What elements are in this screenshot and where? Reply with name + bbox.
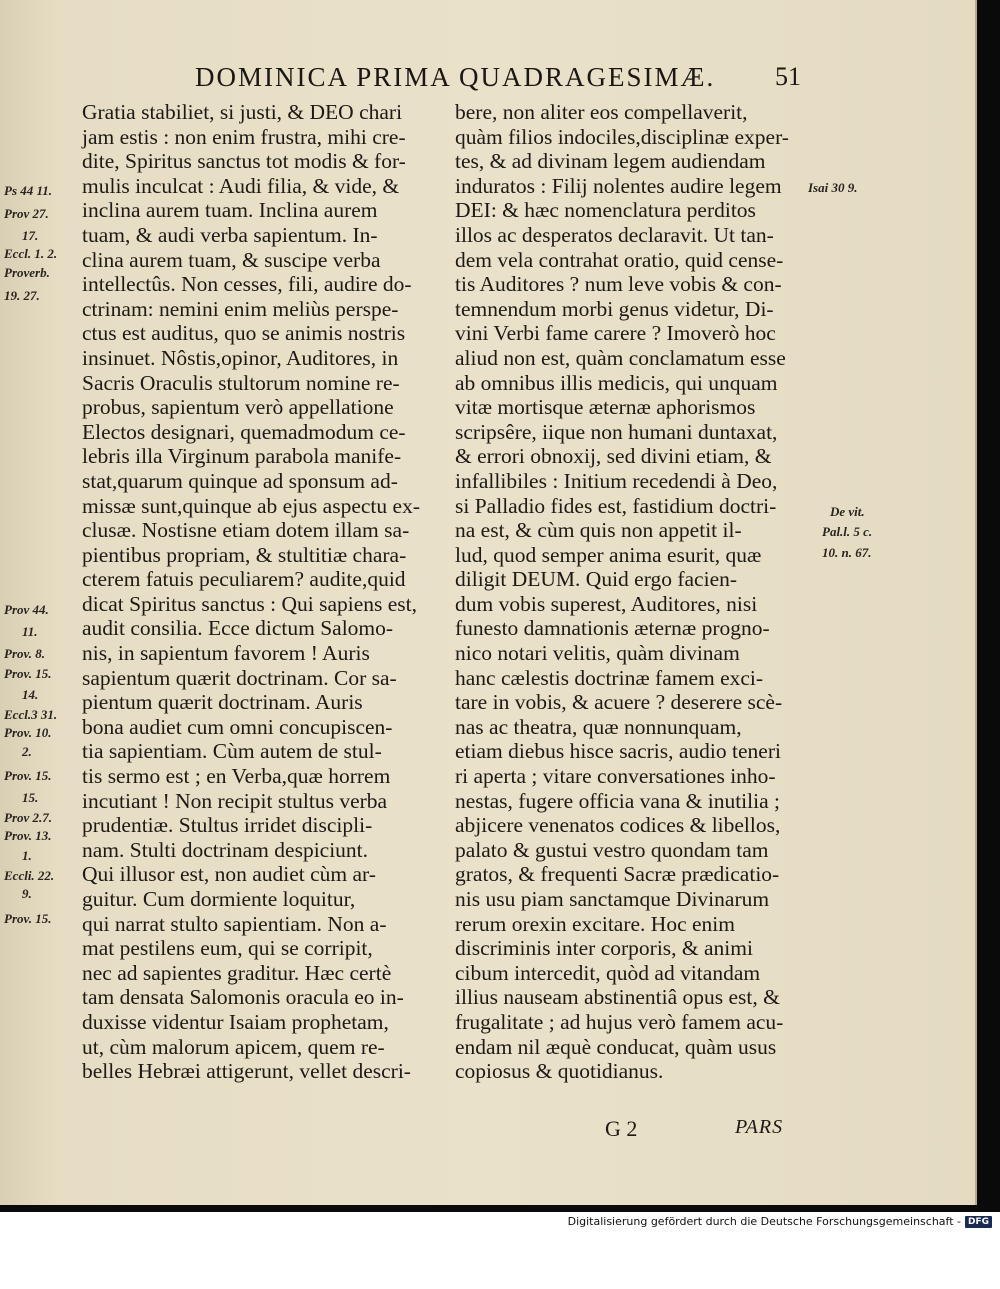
text-line: ctrinam: nemini enim meliùs perspe- [82,296,399,321]
margin-citation: Prov 27. [4,206,49,221]
margin-citation: Proverb. [4,265,50,280]
text-line: guitur. Cum dormiente loquitur, [82,887,356,911]
text-line: nico notari velitis, quàm divinam [455,641,740,666]
text-line: DEI: & hæc nomenclatura perditos [455,198,756,223]
running-title: DOMINICA PRIMA QUADRAGESIMÆ. [195,62,716,92]
margin-citation: Ps 44 11. [4,183,53,198]
text-line: tis Auditores ? num leve vobis & con- [455,272,782,297]
text-line: dum vobis superest, Auditores, nisi [455,591,758,616]
text-line: probus, sapientum verò appellatione [82,395,394,420]
margin-citation: 1. [22,848,32,863]
text-line: discriminis inter corporis, & animi [455,936,753,961]
margin-citation: Prov. 13. [4,828,52,843]
text-line: audit consilia. Ecce dictum Salomo- [82,616,394,641]
text-line: clina aurem tuam, & suscipe verba [82,247,381,272]
text-line: temnendum morbi genus videtur, Di- [455,296,774,321]
text-line: endam nil æquè conducat, quàm usus [455,1034,777,1059]
text-line: ctus est auditus, quo se animis nostris [82,321,406,346]
text-line: cibum intercedit, quòd ad vitandam [455,960,761,985]
margin-citation: 15. [22,790,39,805]
text-line: pientum quærit doctrinam. Auris [82,690,363,715]
margin-citation: Isai 30 9. [808,180,858,195]
margin-citation: 10. n. 67. [822,545,872,560]
text-line: qui narrat stulto sapientiam. Non a- [82,911,387,936]
text-line: ri aperta ; vitare conversationes inho- [455,764,776,789]
text-line: tuam, & audi verba sapientum. In- [82,222,378,247]
text-line: hanc cælestis doctrinæ famem exci- [455,665,764,690]
text-line: dite, Spiritus sanctus tot modis & for- [82,149,406,174]
margin-citation: 17. [22,228,39,243]
text-line: diligit DEUM. Quid ergo facien- [455,567,738,592]
text-line: tes, & ad divinam legem audiendam [455,149,766,174]
margin-citation: De vit. [830,504,865,519]
text-line: nestas, fugere officia vana & inutilia ; [455,788,780,813]
text-line: stat,quarum quinque ad sponsum ad- [82,468,398,493]
text-line: si Palladio fides est, fastidium doctri- [455,493,777,518]
margin-citation: 2. [22,744,32,759]
text-line: frugalitate ; ad hujus verò famem acu- [455,1009,784,1034]
text-line: prudentiæ. Stultus irridet discipli- [82,813,373,838]
text-line: rerum orexin excitare. Hoc enim [455,911,735,936]
text-line: tia sapientiam. Cùm autem de stul- [82,739,382,764]
text-line: bere, non aliter eos compellaverit, [455,100,748,124]
text-line: palato & gustui vestro quondam tam [455,837,769,862]
text-line: infallibiles : Initium recedendi à Deo, [455,468,778,493]
text-line: induratos : Filij nolentes audire legem [455,173,782,198]
text-line: ut, cùm malorum apicem, quem re- [82,1034,385,1059]
margin-citation: Eccl.3 31. [4,707,58,722]
text-line: lebris illa Virginum parabola manife- [82,444,402,469]
margin-citation: Prov. 15. [4,911,52,926]
text-line: vitæ mortisque æternæ aphorismos [455,395,756,420]
margin-citation: Prov. 15. [4,768,52,783]
text-line: missæ sunt,quinque ab ejus aspectu ex- [82,493,420,518]
text-line: sapientum quærit doctrinam. Cor sa- [82,665,397,690]
margin-citation: Prov 2.7. [4,810,53,825]
text-line: aliud non est, quàm conclamatum esse [455,345,786,370]
margin-citation: Pal.l. 5 c. [822,524,873,539]
text-line: mulis inculcat : Audi filia, & vide, & [82,173,400,198]
text-line: pientibus propriam, & stultitiæ chara- [82,542,407,567]
margin-citation: Prov 44. [4,602,49,617]
text-line: nam. Stulti doctrinam despiciunt. [82,837,369,862]
text-line: funesto damnationis æternæ progno- [455,616,770,641]
text-line: nis, in sapientum favorem ! Auris [82,641,370,666]
left-text-column [82,100,432,1084]
margin-citation: 11. [22,624,38,639]
text-line: Sacris Oraculis stultorum nomine re- [82,370,400,395]
margin-citation: Prov. 15. [4,666,52,681]
margin-citation: Eccl. 1. 2. [4,246,58,261]
text-line: nis usu piam sanctamque Divinarum [455,887,770,911]
text-line: nas ac theatra, quæ nonnunquam, [455,714,742,739]
text-line: quàm filios indociles,disciplinæ exper- [455,124,789,149]
margin-citation: 19. 27. [4,288,40,303]
text-line: inclina aurem tuam. Inclina aurem [82,198,378,223]
text-line: belles Hebræi attigerunt, vellet descri- [82,1059,411,1084]
margin-citation: 9. [22,886,32,901]
text-line: bona audiet cum omni concupiscen- [82,714,393,739]
text-line: dicat Spiritus sanctus : Qui sapiens est, [82,591,418,616]
funding-footer [568,1215,992,1228]
text-line: na est, & cùm quis non appetit il- [455,518,742,543]
margin-citation: Eccli. 22. [4,868,55,883]
text-line: etiam diebus hisce sacris, audio teneri [455,739,781,764]
text-line: incutiant ! Non recipit stultus verba [82,788,388,813]
margin-citation: Prov. 10. [4,725,52,740]
text-line: cterem fatuis peculiarem? audite,quid [82,567,406,592]
signature-mark: G 2 [605,1116,638,1141]
catchword: PARS [735,1116,784,1138]
margin-citation: Prov. 8. [4,646,46,661]
text-line: illos ac desperatos declaravit. Ut tan- [455,222,774,247]
text-line: ab omnibus illis medicis, qui unquam [455,370,778,395]
footer-text: Digitalisierung gefördert durch die Deutsche Forschungsgemeinschaft - [567,1215,961,1228]
text-line: dem vela contrahat oratio, quid cense- [455,247,784,272]
text-line: & errori obnoxij, sed divini etiam, & [455,444,772,469]
text-line: tis sermo est ; en Verba,quæ horrem [82,764,391,789]
text-line: scripsêre, iique non humani duntaxat, [455,419,778,444]
text-line: Gratia stabiliet, si justi, & DEO chari [82,100,403,124]
dfg-logo: DFG [965,1216,992,1228]
text-line: tare in vobis, & acuere ? deserere scè- [455,690,783,715]
text-line: Electos designari, quemadmodum ce- [82,419,406,444]
text-line: clusæ. Nostisne etiam dotem illam sa- [82,518,410,543]
text-line: gratos, & frequenti Sacræ prædicatio- [455,862,780,887]
text-line: intellectûs. Non cesses, fili, audire do- [82,272,412,297]
text-line: copiosus & quotidianus. [455,1059,664,1084]
text-line: abjicere venenatos codices & libellos, [455,813,781,838]
page-number: 51 [775,62,801,91]
margin-citation: 14. [22,687,39,702]
text-line: Qui illusor est, non audiet cùm ar- [82,862,376,887]
text-line: illius nauseam abstinentiâ opus est, & [455,985,780,1010]
text-line: vini Verbi fame carere ? Imoverò hoc [455,321,776,346]
text-line: jam estis : non enim frustra, mihi cre- [82,124,406,149]
text-line: insinuet. Nôstis,opinor, Auditores, in [82,345,399,370]
text-line: tam densata Salomonis oracula eo in- [82,985,404,1010]
text-line: duxisse videntur Isaiam prophetam, [82,1009,389,1034]
text-line: mat pestilens eum, qui se corripit, [82,936,373,961]
text-line: nec ad sapientes graditur. Hæc certè [82,960,392,985]
text-line: lud, quod semper anima esurit, quæ [455,542,762,567]
right-text-column [455,100,800,1084]
